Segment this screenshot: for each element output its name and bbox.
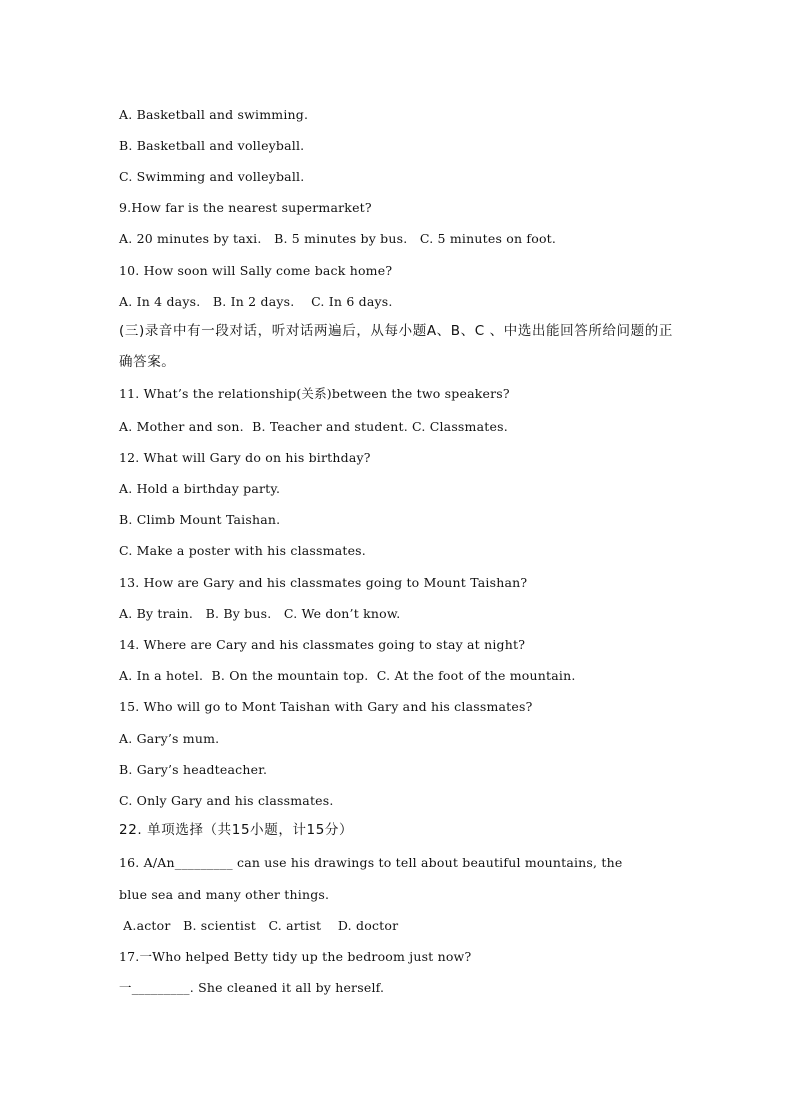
q14-options: A. In a hotel. B. On the mountain top. C. At the foot of the mountain.	[119, 668, 576, 683]
q12-option-a: A. Hold a birthday party.	[119, 481, 281, 496]
q11-question: 11. What’s the relationship(关系)between the two speakers?	[119, 386, 510, 401]
q17-answer-line: 一_________. She cleaned it all by herself.	[119, 980, 385, 995]
q10-options: A. In 4 days. B. In 2 days. C. In 6 days.	[119, 294, 393, 309]
q15-option-b: B. Gary’s headteacher.	[119, 762, 268, 777]
q8-option-b: B. Basketball and volleyball.	[119, 138, 305, 153]
q8-option-a: A. Basketball and swimming.	[119, 107, 309, 122]
q16-question-cont: blue sea and many other things.	[119, 887, 330, 902]
q12-option-b: B. Climb Mount Taishan.	[119, 512, 281, 527]
q14-question: 14. Where are Cary and his classmates going to stay at night?	[119, 637, 526, 652]
q15-question: 15. Who will go to Mont Taishan with Gary and his classmates?	[119, 699, 533, 714]
q15-option-a: A. Gary’s mum.	[119, 731, 220, 746]
q11-options: A. Mother and son. B. Teacher and student. C. Classmates.	[119, 419, 508, 434]
q9-options: A. 20 minutes by taxi. B. 5 minutes by bus. C. 5 minutes on foot.	[119, 231, 557, 246]
q13-options: A. By train. B. By bus. C. We don’t know.	[119, 606, 401, 621]
section-22-heading: 22. 单项选择（共15小题，计15分）	[119, 822, 354, 838]
q17-question: 17.一Who helped Betty tidy up the bedroom just now?	[119, 949, 472, 964]
q9-question: 9.How far is the nearest supermarket?	[119, 200, 372, 215]
q16-question: 16. A/An_________ can use his drawings to tell about beautiful mountains, the	[119, 855, 623, 870]
q12-option-c: C. Make a poster with his classmates.	[119, 543, 366, 558]
q10-question: 10. How soon will Sally come back home?	[119, 263, 393, 278]
section-3-instructions-cont: 确答案。	[119, 354, 176, 370]
q13-question: 13. How are Gary and his classmates going to Mount Taishan?	[119, 575, 528, 590]
section-3-instructions: (三)录音中有一段对话，听对话两遍后，从每小题A、B、C 、中选出能回答所给问题的正	[119, 323, 673, 339]
q15-option-c: C. Only Gary and his classmates.	[119, 793, 334, 808]
q16-options: A.actor B. scientist C. artist D. doctor	[119, 918, 399, 933]
q12-question: 12. What will Gary do on his birthday?	[119, 450, 371, 465]
q8-option-c: C. Swimming and volleyball.	[119, 169, 305, 184]
